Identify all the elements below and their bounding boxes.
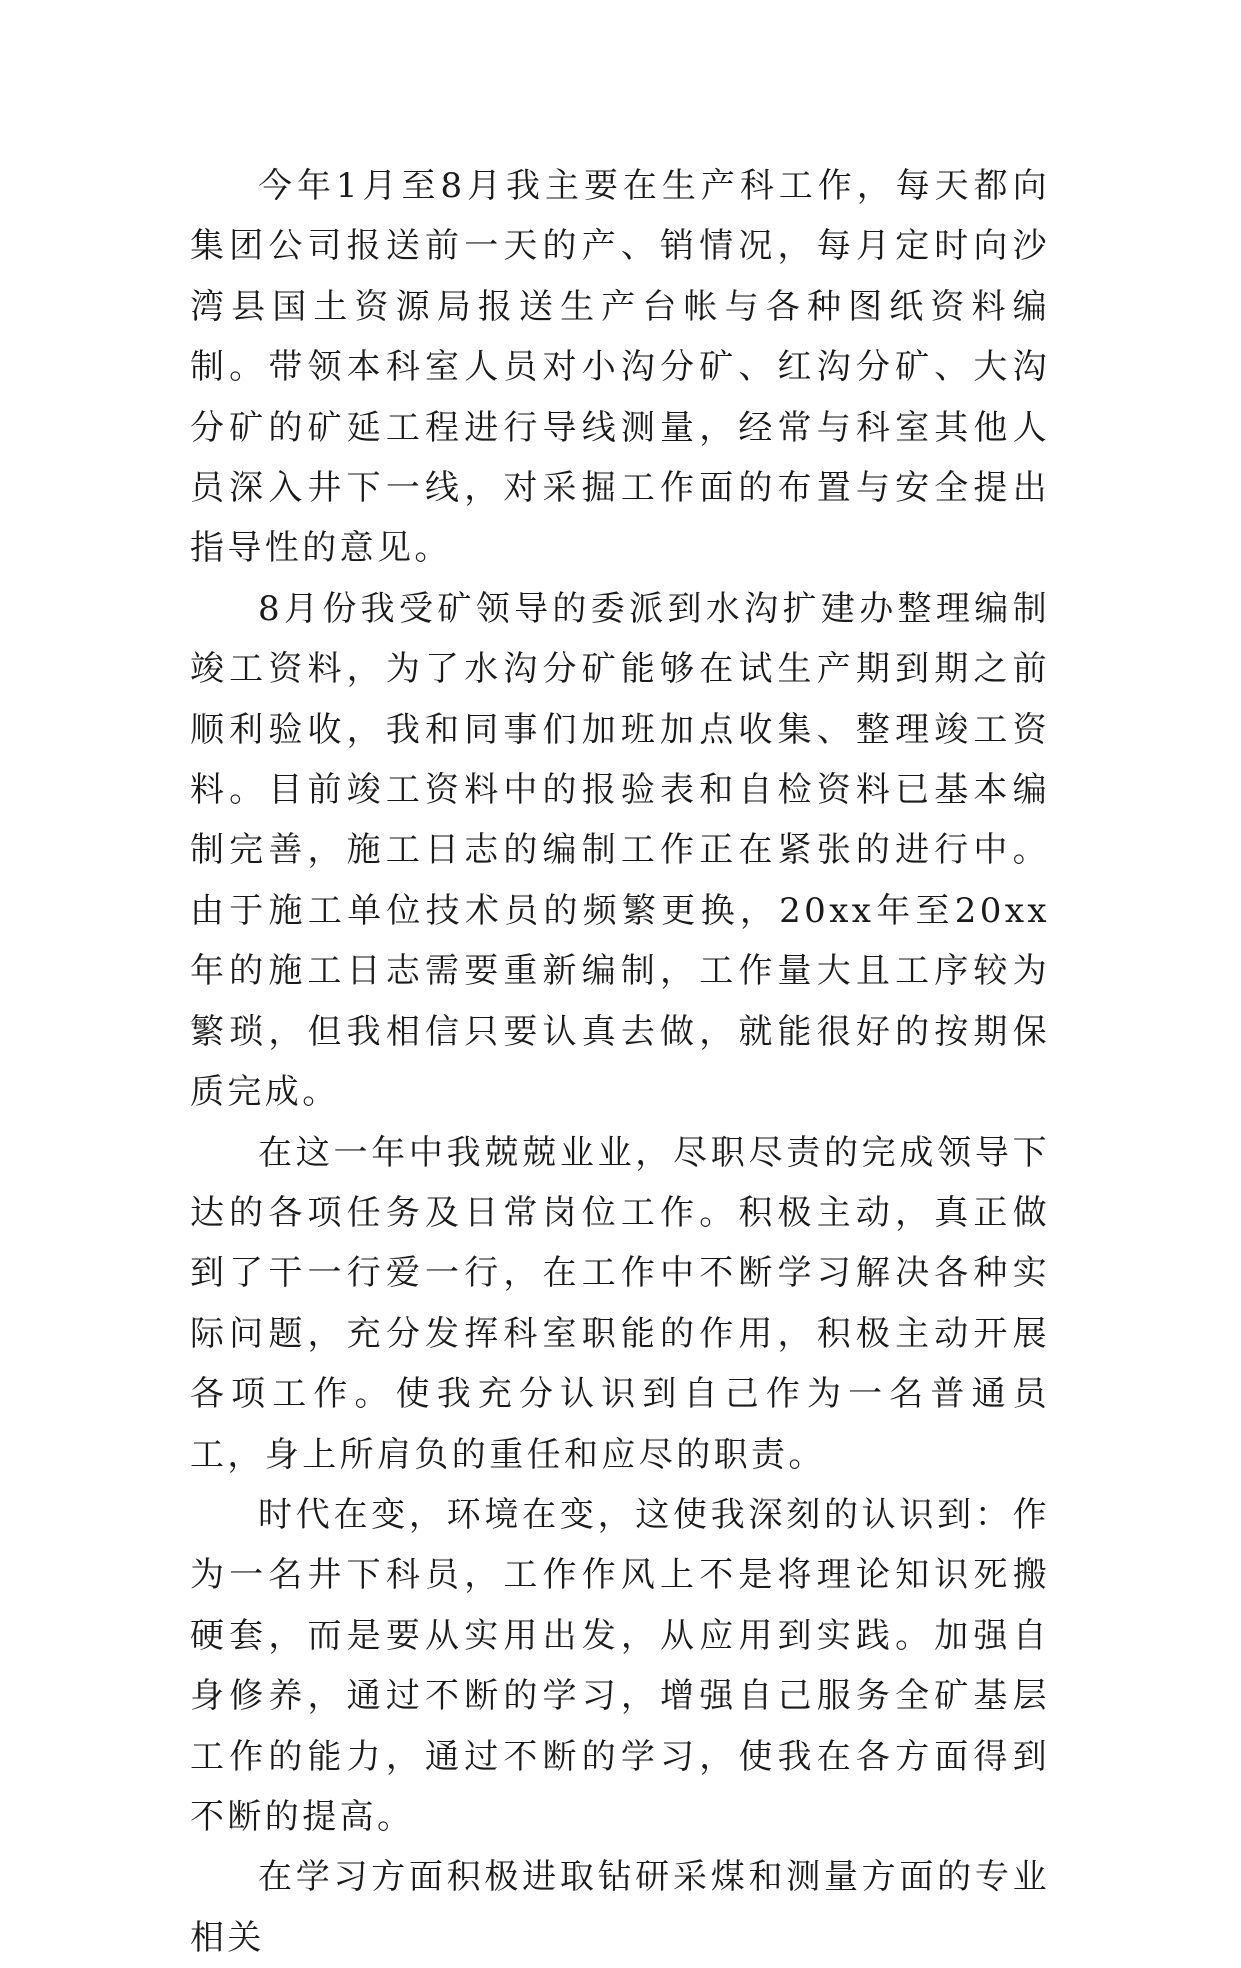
paragraph-dedication: 在这一年中我兢兢业业，尽职尽责的完成领导下达的各项任务及日常岗位工作。积极主动，真正做到了干一行爱一行，在工作中不断学习解决各种实际问题，充分发挥科室职能的作用，积极主动开展各项工作。使我充分认识到自己作为一名普通员工，身上所肩负的重任和应尽的职责。 (190, 1132, 1050, 1475)
paragraph-reflection: 时代在变，环境在变，这使我深刻的认识到：作为一名井下科员，工作作风上不是将理论知识死搬硬套，而是要从实用出发，从应用到实践。加强自身修养，通过不断的学习，增强自己服务全矿基层工作的能力，通过不断的学习，使我在各方面得到不断的提高。 (190, 1494, 1050, 1837)
paragraph-completion-data: 8月份我受矿领导的委派到水沟扩建办整理编制竣工资料，为了水沟分矿能够在试生产期到期之前顺利验收，我和同事们加班加点收集、整理竣工资料。目前竣工资料中的报验表和自检资料已基本编制完善，施工日志的编制工作正在紧张的进行中。由于施工单位技术员的频繁更换，20xx年至20xx年的施工日志需要重新编制，工作量大且工序较为繁琐，但我相信只要认真去做，就能很好的按期保质完成。 (190, 588, 1050, 1113)
paragraph-study: 在学习方面积极进取钻研采煤和测量方面的专业相关 (190, 1857, 1050, 1958)
document-body (190, 156, 1050, 1968)
paragraph-production-work: 今年1月至8月我主要在生产科工作，每天都向集团公司报送前一天的产、销情况，每月定时向沙湾县国土资源局报送生产台帐与各种图纸资料编制。带领本科室人员对小沟分矿、红沟分矿、大沟分矿的矿延工程进行导线测量，经常与科室其他人员深入井下一线，对采掘工作面的布置与安全提出指导性的意见。 (190, 166, 1050, 569)
